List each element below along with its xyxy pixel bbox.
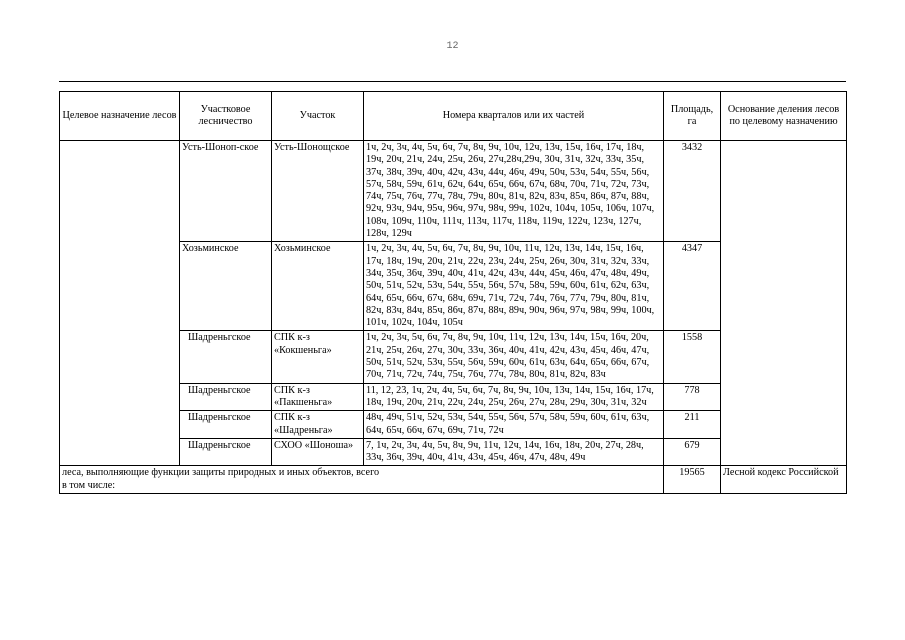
header-purpose: Целевое назначение лесов [60, 92, 180, 141]
header-area: Площадь, га [664, 92, 721, 141]
quarters-cell: 7, 1ч, 2ч, 3ч, 4ч, 5ч, 8ч, 9ч, 11ч, 12ч, 14ч, 16ч, 18ч, 20ч, 27ч, 28ч, 33ч, 36ч, 39ч, 40ч, 41ч, 43ч, 45ч, 46ч, 47ч, 48ч, 49ч [364, 438, 664, 466]
table-row [60, 141, 847, 242]
quarters-cell: 48ч, 49ч, 51ч, 52ч, 53ч, 54ч, 55ч, 56ч, 57ч, 58ч, 59ч, 60ч, 61ч, 63ч, 64ч, 65ч, 66ч, 67ч, 69ч, 71ч, 72ч [364, 411, 664, 439]
page-number: 12 [446, 41, 459, 52]
protective-forests-basis: Лесной кодекс Российской [721, 466, 847, 494]
area-cell: 1558 [664, 331, 721, 383]
table-footer-row [60, 466, 847, 494]
tract-cell: СПК к-з «Пакшеньга» [272, 383, 364, 411]
purpose-cell-empty [60, 141, 180, 466]
tract-cell: Хозьминское [272, 242, 364, 331]
quarters-cell: 1ч, 2ч, 3ч, 4ч, 5ч, 6ч, 7ч, 8ч, 9ч, 10ч, 11ч, 12ч, 13ч, 14ч, 15ч, 16ч, 17ч, 18ч, 19ч, 20ч, 21ч, 22ч, 23ч, 24ч, 25ч, 26ч, 30ч, 31ч, 32ч, 33ч, 34ч, 35ч, 36ч, 39ч, 40ч, 41ч, 42ч, 43ч, 44ч, 45ч, 46ч, 47ч, 48ч, 49ч, 50ч, 51ч, 52ч, 53ч, 54ч, 55ч, 56ч, 57ч, 58ч, 59ч, 60ч, 61ч, 62ч, 63ч, 64ч, 65ч, 66ч, 67ч, 68ч, 69ч, 71ч, 72ч, 74ч, 76ч, 77ч, 79ч, 80ч, 81ч, 82ч, 83ч, 84ч, 85ч, 86ч, 87ч, 88ч, 89ч, 90ч, 96ч, 97ч, 98ч, 99ч, 100ч, 101ч, 102ч, 104ч, 105ч [364, 242, 664, 331]
area-cell: 679 [664, 438, 721, 466]
tract-cell: СПК к-з «Кокшеньга» [272, 331, 364, 383]
protective-forests-label-line1: леса, выполняющие функции защиты природных и иных объектов, всего [62, 467, 380, 479]
header-forestry: Участковое лесничество [180, 92, 272, 141]
tract-cell: СПК к-з «Шадреньга» [272, 411, 364, 439]
header-basis: Основание деления лесов по целевому назначению [721, 92, 847, 141]
header-tract: Участок [272, 92, 364, 141]
quarters-cell: 11, 12, 23, 1ч, 2ч, 4ч, 5ч, 6ч, 7ч, 8ч, 9ч, 10ч, 13ч, 14ч, 15ч, 16ч, 17ч, 18ч, 19ч, 20ч, 21ч, 22ч, 24ч, 25ч, 26ч, 27ч, 28ч, 29ч, 30ч, 31ч, 32ч [364, 383, 664, 411]
forestry-cell: Хозьминское [180, 242, 272, 331]
forestry-cell: Шадреньгское [180, 383, 272, 411]
protective-forests-total-area: 19565 [664, 466, 721, 494]
area-cell: 3432 [664, 141, 721, 242]
forestry-cell: Шадреньгское [180, 331, 272, 383]
header-rule [59, 81, 846, 82]
forest-purpose-table [59, 91, 847, 494]
basis-cell-empty [721, 141, 847, 466]
header-quarters: Номера кварталов или их частей [364, 92, 664, 141]
tract-cell: Усть-Шонощское [272, 141, 364, 242]
quarters-cell: 1ч, 2ч, 3ч, 5ч, 6ч, 7ч, 8ч, 9ч, 10ч, 11ч, 12ч, 13ч, 14ч, 15ч, 16ч, 20ч, 21ч, 25ч, 26ч, 27ч, 30ч, 33ч, 36ч, 40ч, 41ч, 42ч, 43ч, 45ч, 46ч, 47ч, 50ч, 51ч, 52ч, 53ч, 55ч, 56ч, 59ч, 60ч, 61ч, 63ч, 64ч, 65ч, 66ч, 67ч, 70ч, 71ч, 72ч, 74ч, 75ч, 76ч, 77ч, 78ч, 80ч, 81ч, 82ч, 83ч [364, 331, 664, 383]
quarters-cell: 1ч, 2ч, 3ч, 4ч, 5ч, 6ч, 7ч, 8ч, 9ч, 10ч, 12ч, 13ч, 15ч, 16ч, 17ч, 18ч, 19ч, 20ч, 21ч, 24ч, 25ч, 26ч, 27ч,28ч,29ч, 30ч, 31ч, 32ч, 33ч, 35ч, 37ч, 38ч, 39ч, 40ч, 42ч, 43ч, 44ч, 46ч, 49ч, 50ч, 53ч, 54ч, 55ч, 56ч, 57ч, 58ч, 59ч, 61ч, 62ч, 64ч, 65ч, 66ч, 67ч, 68ч, 70ч, 71ч, 72ч, 73ч, 74ч, 75ч, 76ч, 77ч, 78ч, 79ч, 80ч, 81ч, 82ч, 83ч, 85ч, 86ч, 87ч, 88ч, 92ч, 93ч, 94ч, 95ч, 96ч, 97ч, 98ч, 99ч, 102ч, 104ч, 105ч, 106ч, 107ч, 108ч, 109ч, 110ч, 111ч, 113ч, 117ч, 118ч, 119ч, 122ч, 123ч, 127ч, 128ч, 129ч [364, 141, 664, 242]
table-header-row [60, 92, 847, 141]
forestry-cell: Усть-Шоноп-ское [180, 141, 272, 242]
area-cell: 778 [664, 383, 721, 411]
forestry-cell: Шадреньгское [180, 438, 272, 466]
area-cell: 4347 [664, 242, 721, 331]
protective-forests-label-line2: в том числе: [62, 479, 116, 491]
forestry-cell: Шадреньгское [180, 411, 272, 439]
tract-cell: СХОО «Шоноша» [272, 438, 364, 466]
protective-forests-total-label [60, 466, 664, 494]
area-cell: 211 [664, 411, 721, 439]
